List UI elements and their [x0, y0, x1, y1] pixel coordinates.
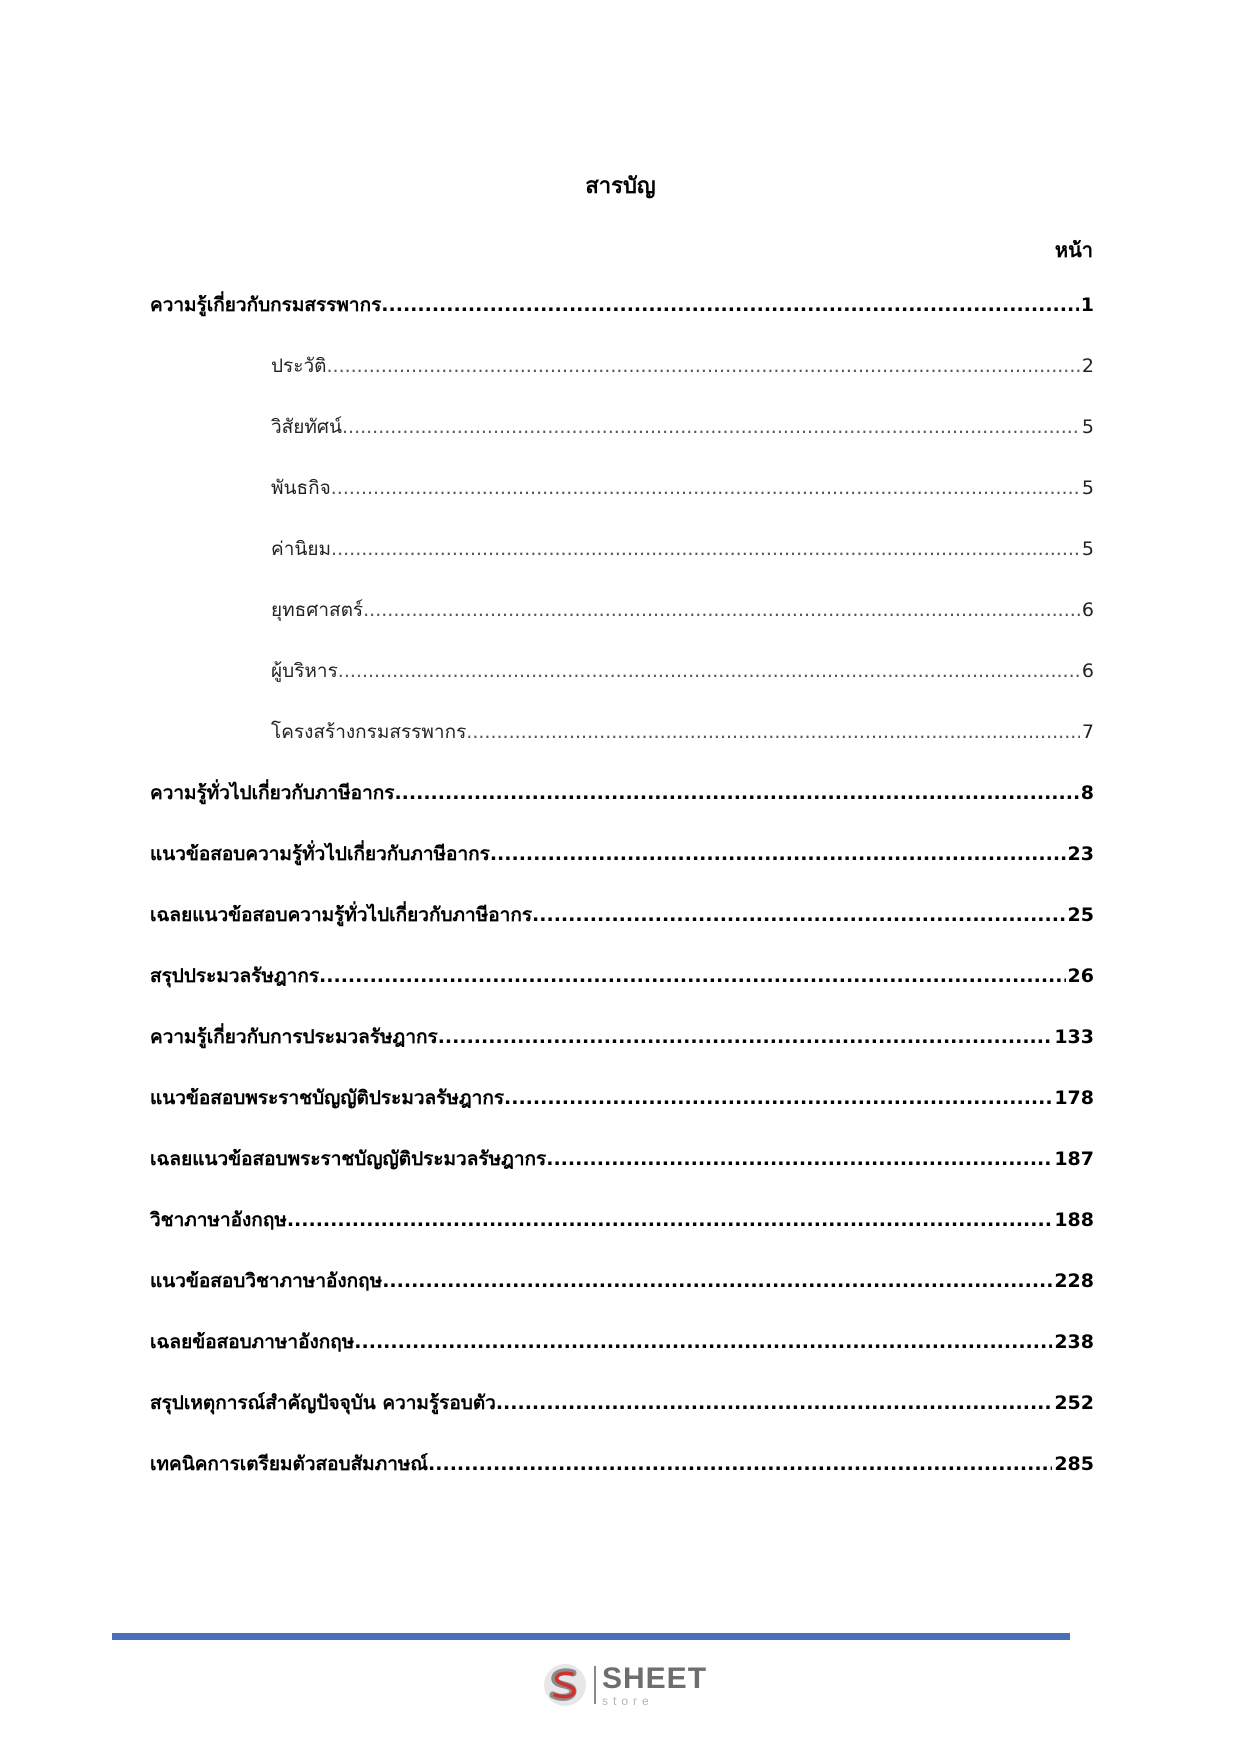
toc-leader: [354, 1331, 1052, 1353]
toc-leader: [490, 843, 1066, 865]
toc-leader: [466, 721, 1080, 743]
toc-entry-page: 228: [1054, 1270, 1094, 1292]
toc-subentry[interactable]: [150, 595, 1094, 656]
toc-entry-page: 238: [1054, 1331, 1094, 1353]
toc-entry-title: วิชาภาษาอังกฤษ: [150, 1209, 287, 1231]
toc-leader: [381, 294, 1078, 316]
toc-entry-page: 25: [1067, 904, 1094, 926]
toc-entry[interactable]: [150, 1144, 1094, 1205]
toc-entry-page: 5: [1081, 416, 1094, 438]
toc-entry-title: เฉลยแนวข้อสอบพระราชบัญญัติประมวลรัษฎากร: [150, 1148, 547, 1170]
toc-entry-title: เฉลยข้อสอบภาษาอังกฤษ: [150, 1331, 355, 1353]
toc-entry[interactable]: [150, 839, 1094, 900]
toc-leader: [342, 416, 1080, 438]
toc-entry-title: ผู้บริหาร: [271, 660, 338, 682]
toc-entry-page: 2: [1081, 355, 1094, 377]
toc-subentry[interactable]: [150, 534, 1094, 595]
toc-leader: [532, 904, 1066, 926]
toc-entry[interactable]: [150, 1327, 1094, 1388]
page-column-header: หน้า: [1054, 238, 1093, 262]
toc-entry-title: โครงสร้างกรมสรรพากร: [271, 721, 467, 743]
toc-entry-title: แนวข้อสอบพระราชบัญญัติประมวลรัษฎากร: [150, 1087, 505, 1109]
toc-entry-page: 8: [1080, 782, 1094, 804]
toc-leader: [546, 1148, 1052, 1170]
toc-leader: [428, 1453, 1052, 1475]
toc-entry-page: 252: [1054, 1392, 1094, 1414]
toc-entry-page: 5: [1081, 477, 1094, 499]
toc-leader: [326, 355, 1079, 377]
toc-entry-title: ค่านิยม: [271, 538, 332, 560]
toc-entry[interactable]: [150, 1083, 1094, 1144]
toc-entry[interactable]: [150, 1388, 1094, 1449]
toc-leader: [394, 782, 1078, 804]
toc-entry-page: 178: [1054, 1087, 1094, 1109]
toc-entry-title: แนวข้อสอบวิชาภาษาอังกฤษ: [150, 1270, 383, 1292]
sheet-store-logo: [542, 1660, 707, 1710]
toc-entry[interactable]: [150, 778, 1094, 839]
toc-leader: [331, 477, 1080, 499]
toc-entry-title: ยุทธศาสตร์: [271, 599, 364, 621]
toc-entry[interactable]: [150, 1205, 1094, 1266]
toc-entry-title: เฉลยแนวข้อสอบความรู้ทั่วไปเกี่ยวกับภาษีอากร: [150, 904, 533, 926]
toc-subentry[interactable]: [150, 351, 1094, 412]
toc-entry-title: วิสัยทัศน์: [271, 416, 342, 438]
toc-leader: [504, 1087, 1052, 1109]
toc-entry-page: 26: [1067, 965, 1094, 987]
toc-entry-title: สรุปประมวลรัษฎากร: [150, 965, 320, 987]
toc-entry[interactable]: [150, 1022, 1094, 1083]
toc-leader: [287, 1209, 1052, 1231]
toc-entry-title: แนวข้อสอบความรู้ทั่วไปเกี่ยวกับภาษีอากร: [150, 843, 490, 865]
toc-leader: [319, 965, 1066, 987]
toc-subentry[interactable]: [150, 412, 1094, 473]
toc-entry[interactable]: [150, 900, 1094, 961]
logo-divider: [594, 1666, 596, 1704]
toc-leader: [338, 660, 1080, 682]
page-title: สารบัญ: [585, 174, 656, 199]
logo-subtext: store: [602, 1693, 654, 1708]
toc-entry-title: พันธกิจ: [271, 477, 331, 499]
toc-entry-page: 6: [1081, 599, 1094, 621]
toc-leader: [382, 1270, 1052, 1292]
toc-entry-page: 133: [1054, 1026, 1094, 1048]
toc-leader: [496, 1392, 1052, 1414]
toc-entry-title: ความรู้เกี่ยวกับการประมวลรัษฎากร: [150, 1026, 438, 1048]
toc-subentry[interactable]: [150, 656, 1094, 717]
toc-entry-page: 23: [1067, 843, 1094, 865]
toc-entry[interactable]: [150, 961, 1094, 1022]
toc-entry-title: ประวัติ: [271, 355, 327, 377]
toc-entry-page: 7: [1081, 721, 1094, 743]
toc-entry-title: สรุปเหตุการณ์สำคัญปัจจุบัน ความรู้รอบตัว: [150, 1392, 496, 1414]
toc-entry-title: เทคนิคการเตรียมตัวสอบสัมภาษณ์: [150, 1453, 429, 1475]
toc-entry-page: 6: [1081, 660, 1094, 682]
toc-entry-title: ความรู้เกี่ยวกับกรมสรรพากร: [150, 294, 382, 316]
toc-entry-page: 285: [1054, 1453, 1094, 1475]
toc-subentry[interactable]: [150, 717, 1094, 778]
toc-leader: [331, 538, 1080, 560]
toc-entry-title: ความรู้ทั่วไปเกี่ยวกับภาษีอากร: [150, 782, 395, 804]
table-of-contents: [150, 290, 1094, 1510]
toc-leader: [363, 599, 1080, 621]
toc-subentry[interactable]: [150, 473, 1094, 534]
toc-entry[interactable]: [150, 1266, 1094, 1327]
toc-entry[interactable]: [150, 1449, 1094, 1510]
toc-entry[interactable]: [150, 290, 1094, 351]
toc-entry-page: 187: [1054, 1148, 1094, 1170]
toc-entry-page: 5: [1081, 538, 1094, 560]
toc-entry-page: 188: [1054, 1209, 1094, 1231]
toc-entry-page: 1: [1080, 294, 1094, 316]
logo-wordmark: SHEET: [602, 1661, 708, 1695]
footer-rule: [112, 1633, 1070, 1640]
sheet-store-logo-icon: [542, 1662, 588, 1708]
toc-leader: [438, 1026, 1053, 1048]
